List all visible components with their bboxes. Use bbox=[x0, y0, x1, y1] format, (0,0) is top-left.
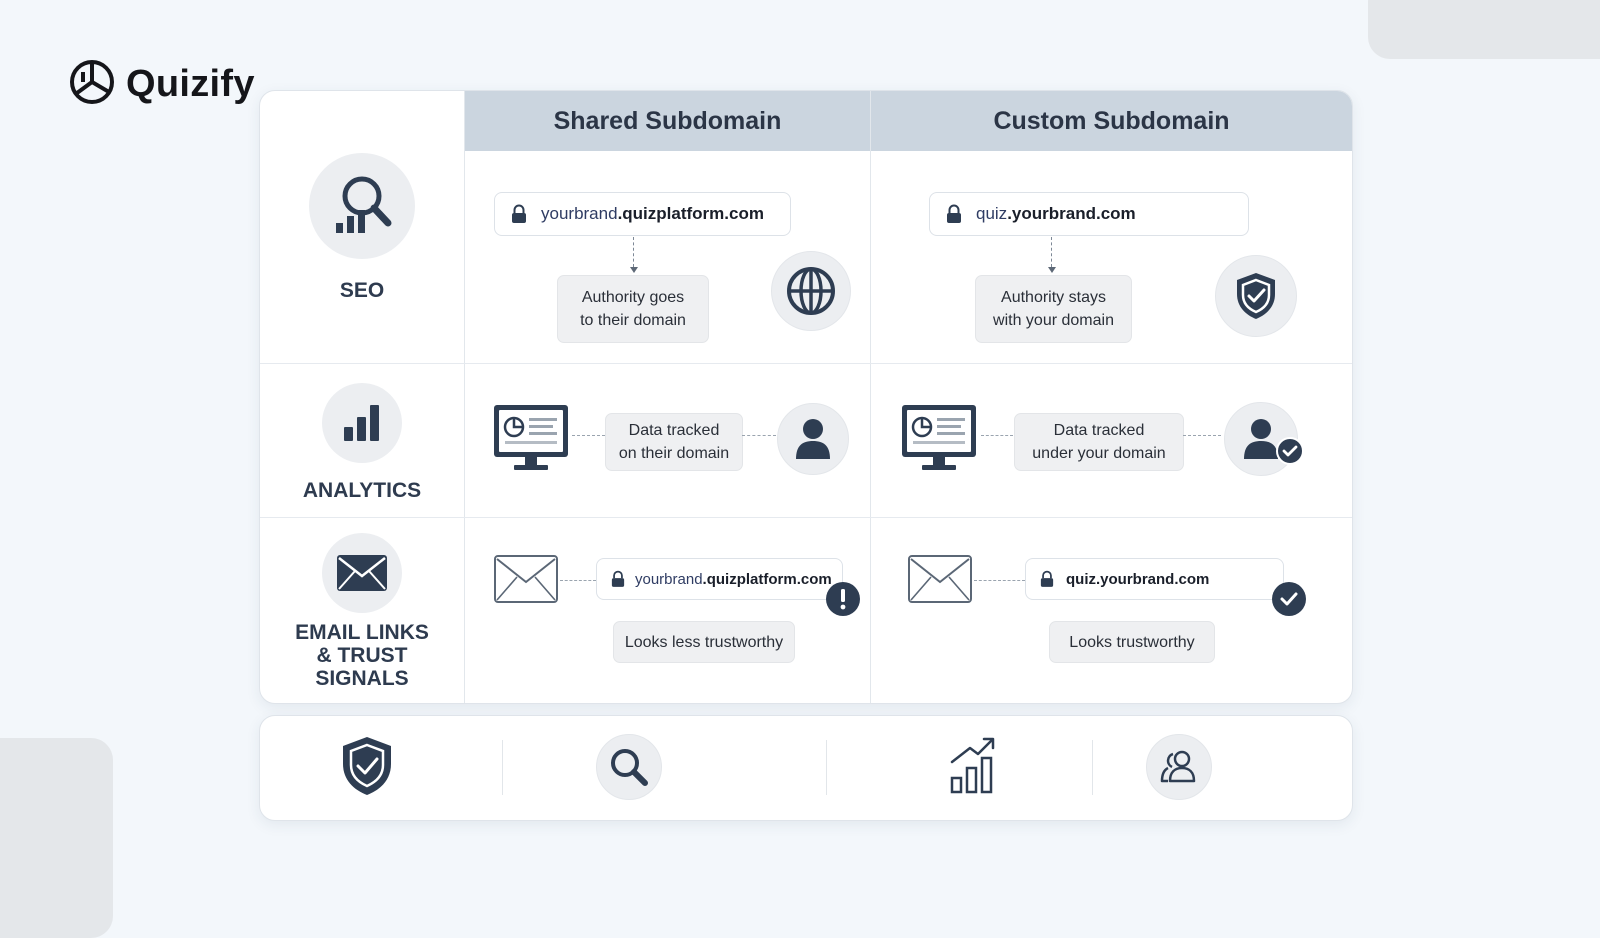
row-divider bbox=[260, 363, 1352, 364]
custom-analytics-note: Data tracked under your domain bbox=[1014, 413, 1184, 471]
envelope-icon bbox=[322, 533, 402, 613]
shared-email-url: yourbrand .quizplatform.com bbox=[596, 558, 843, 600]
shared-email-note: Looks less trustworthy bbox=[613, 621, 795, 663]
footer-icon-bar bbox=[259, 715, 1353, 821]
bar-chart-icon bbox=[322, 383, 402, 463]
custom-email-url: quiz .yourbrand.com bbox=[1025, 558, 1284, 600]
brand-name: Quizify bbox=[126, 63, 255, 105]
connector-line bbox=[981, 435, 1013, 436]
connector-line bbox=[1183, 435, 1221, 436]
column-header-shared: Shared Subdomain bbox=[465, 91, 870, 151]
lock-icon bbox=[1040, 570, 1054, 588]
connector-line bbox=[560, 580, 596, 581]
growth-chart-icon bbox=[948, 734, 998, 801]
search-icon bbox=[596, 734, 662, 800]
arrow-down-icon bbox=[1048, 267, 1056, 273]
shared-analytics-note: Data tracked on their domain bbox=[605, 413, 743, 471]
arrow-down-icon bbox=[630, 267, 638, 273]
footer-divider bbox=[826, 740, 827, 795]
shared-seo-note: Authority goes to their domain bbox=[557, 275, 709, 343]
seo-search-chart-icon bbox=[309, 153, 415, 259]
custom-email-note: Looks trustworthy bbox=[1049, 621, 1215, 663]
brand-logo bbox=[68, 58, 255, 111]
monitor-dashboard-icon bbox=[492, 403, 570, 478]
row-label-analytics-text: ANALYTICS bbox=[302, 479, 422, 502]
comparison-table bbox=[259, 90, 1353, 704]
shield-check-icon bbox=[1215, 255, 1297, 337]
row-label-seo bbox=[260, 153, 464, 302]
row-label-email bbox=[260, 533, 464, 690]
connector-line bbox=[1051, 237, 1052, 267]
row-label-seo-text: SEO bbox=[339, 279, 385, 302]
check-icon bbox=[1271, 581, 1307, 622]
check-badge-icon bbox=[1275, 436, 1305, 471]
custom-seo-url: quiz .yourbrand.com bbox=[929, 192, 1249, 236]
user-icon bbox=[777, 403, 849, 475]
custom-seo-note: Authority stays with your domain bbox=[975, 275, 1132, 343]
row-label-analytics bbox=[260, 383, 464, 502]
lock-icon bbox=[511, 204, 527, 224]
lock-icon bbox=[611, 570, 625, 588]
envelope-outline-icon bbox=[907, 554, 973, 609]
column-divider bbox=[464, 91, 465, 703]
warning-icon bbox=[825, 581, 861, 622]
envelope-outline-icon bbox=[493, 554, 559, 609]
connector-line bbox=[974, 580, 1025, 581]
row-divider bbox=[260, 517, 1352, 518]
connector-line bbox=[633, 237, 634, 267]
quizify-logo-icon bbox=[68, 58, 116, 111]
shield-check-icon bbox=[339, 734, 395, 803]
globe-icon bbox=[771, 251, 851, 331]
decorative-corner-top-right bbox=[1368, 0, 1600, 59]
footer-divider bbox=[502, 740, 503, 795]
footer-divider bbox=[1092, 740, 1093, 795]
connector-line bbox=[742, 435, 776, 436]
row-label-email-text: EMAIL LINKS & TRUST SIGNALS bbox=[295, 621, 429, 690]
column-header-custom: Custom Subdomain bbox=[871, 91, 1352, 151]
decorative-corner-bottom-left bbox=[0, 738, 113, 938]
lock-icon bbox=[946, 204, 962, 224]
connector-line bbox=[572, 435, 605, 436]
column-divider bbox=[870, 91, 871, 703]
shared-seo-url: yourbrand .quizplatform.com bbox=[494, 192, 791, 236]
monitor-dashboard-icon bbox=[900, 403, 978, 478]
users-icon bbox=[1146, 734, 1212, 800]
